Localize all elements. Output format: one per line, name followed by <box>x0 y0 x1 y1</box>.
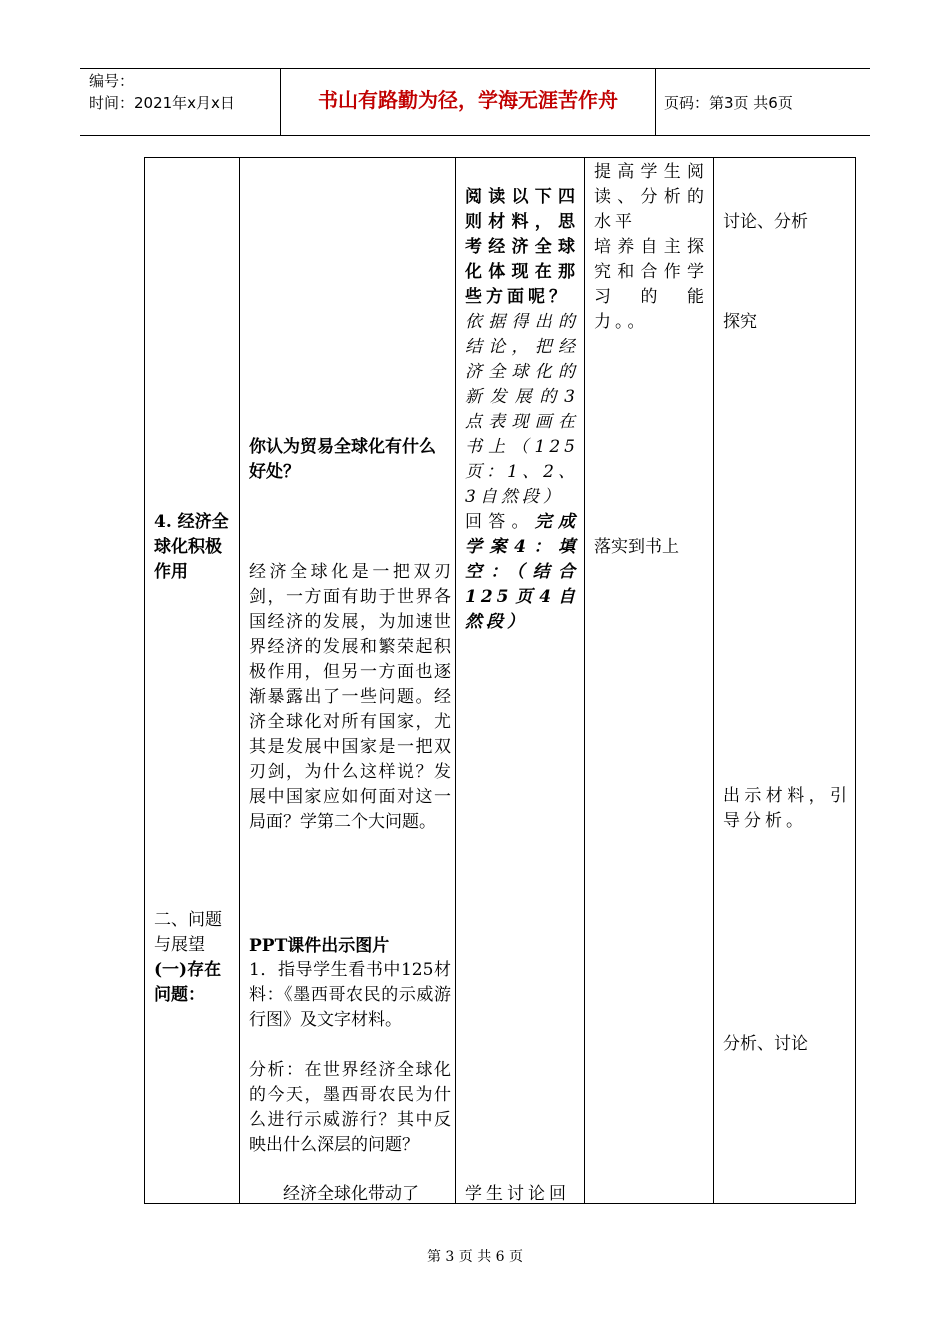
implement-in-book: 落实到书上 <box>594 537 679 557</box>
header-divider-right <box>655 68 656 136</box>
section-2-title: 二、问题与展望 <box>154 910 222 955</box>
topic-4-title: 4. 经济全球化积极作用 <box>154 512 229 582</box>
header-top-rule <box>80 68 870 69</box>
goal-inquiry: 培养自主探究和合作学习的能力。。 <box>594 237 708 332</box>
header-page-code: 页码：第3页 共6页 <box>664 94 793 112</box>
page-footer: 第 3 页 共 6 页 <box>426 1249 524 1265</box>
method-explore: 探究 <box>723 312 757 332</box>
column-divider <box>455 158 456 1203</box>
doc-time-label: 时间：2021年x月x日 <box>89 94 235 112</box>
double-edged-sword-paragraph: 经济全球化是一把双刃剑，一方面有助于世界各国经济的发展，为加速世界经济的发展和繁荣起积极作用，但另一方面也逐渐暴露出了一些问题。经济全球化对所有国家，尤其是发展中国家是一把双刃剑，为什么这样说？发展中国家应如何面对这一局面？学第二个大问题。 <box>249 562 451 832</box>
continuing-text: 经济全球化带动了 <box>283 1184 419 1204</box>
goal-reading: 提高学生阅读、分析的水平 <box>594 162 708 232</box>
method-analyze-discuss: 分析、讨论 <box>723 1034 808 1054</box>
method-show-material: 出示材料，引导分析。 <box>723 786 851 831</box>
column-divider <box>584 158 585 1203</box>
lesson-table <box>144 157 856 1204</box>
worksheet-task: 完成学案4：填空：（结合125页4自然段） <box>465 512 579 632</box>
column-divider <box>239 158 240 1203</box>
analysis-question: 分析：在世界经济全球化的今天，墨西哥农民为什么进行示威游行？其中反映出什么深层的问题？ <box>249 1060 451 1155</box>
header-bottom-rule <box>80 135 870 136</box>
header-meta <box>89 70 235 114</box>
column-divider <box>713 158 714 1203</box>
marking-task: 依据得出的结论，把经济全球化的新发展的3点表现画在书上（125页：1、2、3自然段） <box>465 312 579 507</box>
reading-task: 阅读以下四则材料，思考经济全球化体现在那些方面呢？ <box>465 187 579 307</box>
section-2-subtitle: (一)存在问题： <box>154 960 222 1005</box>
header-divider-left <box>280 68 281 136</box>
question-trade-globalization: 你认为贸易全球化有什么好处？ <box>249 437 436 482</box>
doc-number-label: 编号： <box>89 72 135 90</box>
ppt-instruction: PPT课件出示图片 <box>249 936 390 956</box>
header-motto: 书山有路勤为径，学海无涯苦作舟 <box>318 88 618 112</box>
answer-plain: 回答。 <box>465 512 535 532</box>
student-discussion-text: 学生讨论回 <box>465 1184 570 1204</box>
answer-task <box>465 510 579 635</box>
instruction-item-1: 1．指导学生看书中125材料：《墨西哥农民的示威游行图》及文字材料。 <box>249 960 451 1030</box>
method-discuss-analyze: 讨论、分析 <box>723 212 808 232</box>
